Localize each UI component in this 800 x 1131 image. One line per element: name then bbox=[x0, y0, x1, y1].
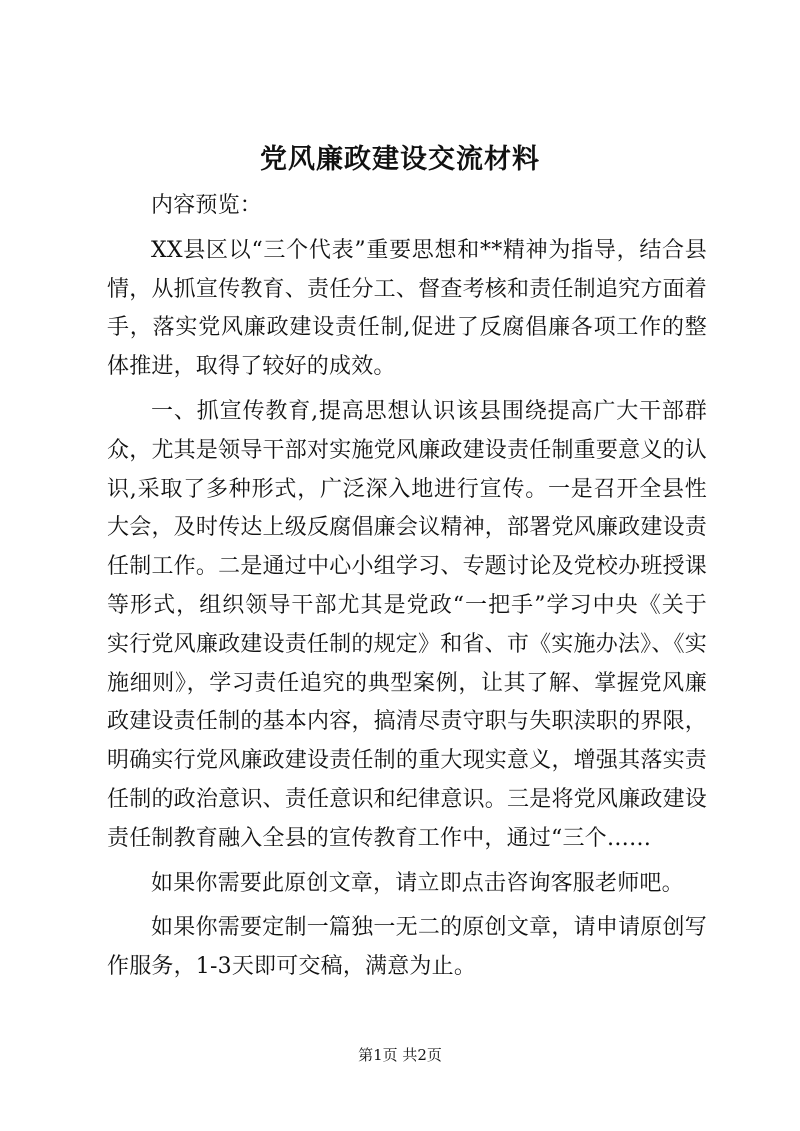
custom-writing-paragraph: 如果你需要定制一篇独一无二的原创文章，请申请原创写作服务，1-3天即可交稿，满意为止。 bbox=[107, 915, 707, 980]
document-body bbox=[107, 187, 707, 987]
page-number: 第1页 共2页 bbox=[358, 1046, 442, 1064]
section-one-paragraph: 一、抓宣传教育,提高思想认识该县围绕提高广大干部群众，尤其是领导干部对实施党风廉政建设责任制重要意义的认识,采取了多种形式，广泛深入地进行宣传。一是召开全县性大会，及时传达上级反腐倡廉会议精神，部署党风廉政建设责任制工作。二是通过中心小组学习、专题讨论及党校办班授课等形式，组织领导干部尤其是党政“一把手”学习中央《关于实行党风廉政建设责任制的规定》和省、市《实施办法》、《实施细则》，学习责任追究的典型案例，让其了解、掌握党风廉政建设责任制的基本内容，搞清尽责守职与失职渎职的界限，明确实行党风廉政建设责任制的重大现实意义，增强其落实责任制的政治意识、责任意识和纪律意识。三是将党风廉政建设责任制教育融入全县的宣传教育工作中，通过“三个…… bbox=[107, 398, 707, 851]
consult-paragraph: 如果你需要此原创文章，请立即点击咨询客服老师吧。 bbox=[151, 870, 684, 896]
document-title: 党风廉政建设交流材料 bbox=[260, 144, 540, 175]
preview-label: 内容预览： bbox=[151, 193, 263, 218]
intro-paragraph: XX县区以“三个代表”重要思想和**精神为指导，结合县情，从抓宣传教育、责任分工、督查考核和责任制追究方面着手，落实党风廉政建设责任制,促进了反腐倡廉各项工作的整体推进，取得了较好的成效。 bbox=[107, 237, 707, 380]
